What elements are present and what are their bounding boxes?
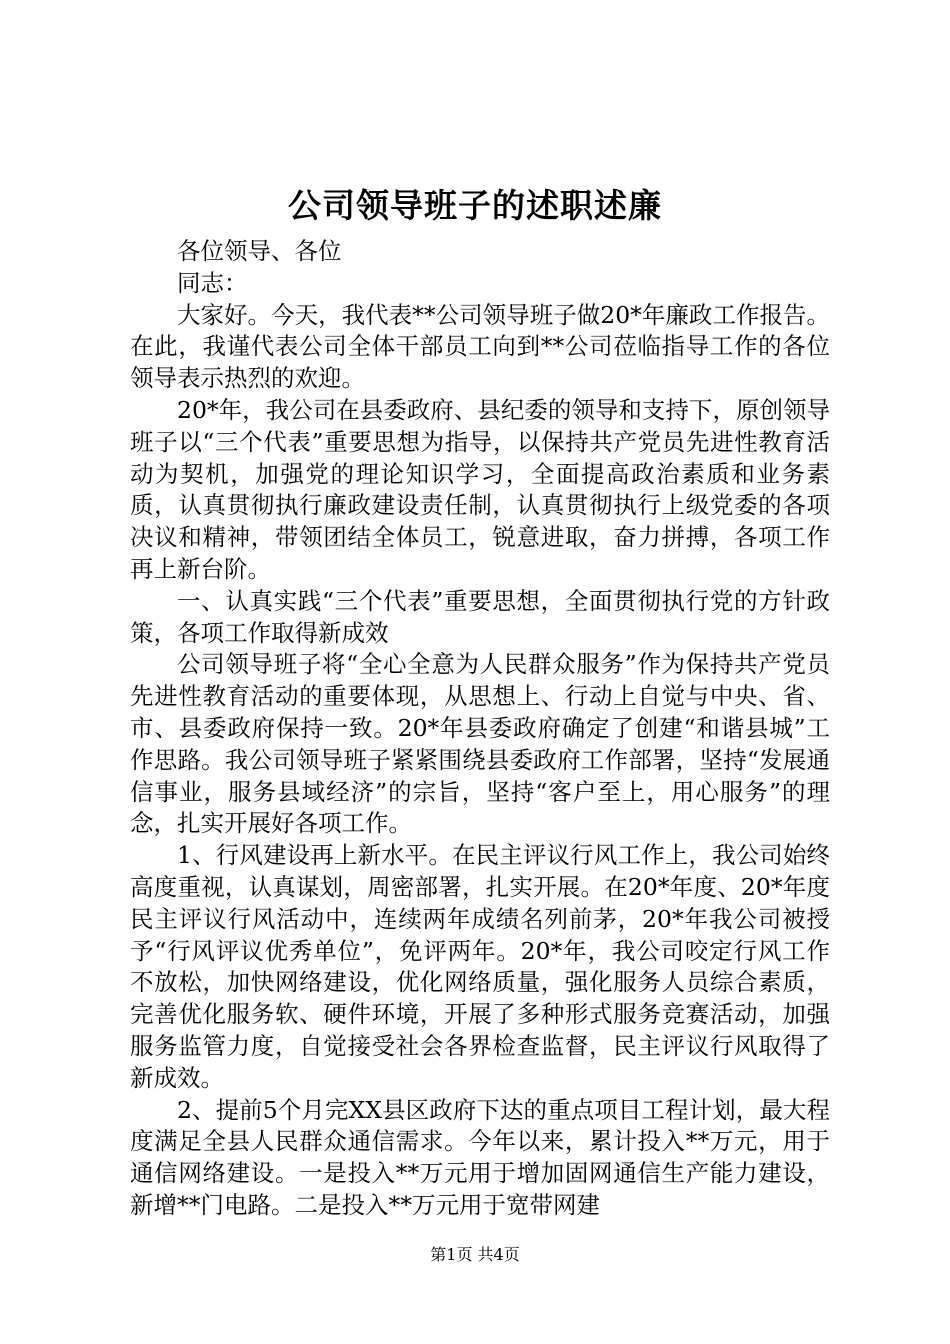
- section-heading-one: 一、认真实践“三个代表”重要思想，全面贯彻执行党的方针政策，各项工作取得新成效: [130, 586, 830, 647]
- paragraph-overview: 20*年，我公司在县委政府、县纪委的领导和支持下，原创领导班子以“三个代表”重要思想为指导，以保持共产党员先进性教育活动为契机，加强党的理论知识学习，全面提高政治素质和业务素质，认真贯彻执行廉政建设责任制，认真贯彻执行上级党委的各项决议和精神，带领团结全体员工，锐意进取，奋力拼搏，各项工作再上新台阶。: [130, 395, 830, 583]
- paragraph-item-2: 2、提前5个月完XX县区政府下达的重点项目工程计划，最大程度满足全县人民群众通信需求。今年以来，累计投入**万元，用于通信网络建设。一是投入**万元用于增加固网通信生产能力建设，新增**门电路。二是投入**万元用于宽带网建: [130, 1095, 830, 1219]
- paragraph-service: 公司领导班子将“全心全意为人民群众服务”作为保持共产党员先进性教育活动的重要体现，从思想上、行动上自觉与中央、省、市、县委政府保持一致。20*年县委政府确定了创建“和谐县城”工作思路。我公司领导班子紧紧围绕县委政府工作部署，坚持“发展通信事业，服务县域经济”的宗旨，坚持“客户至上，用心服务”的理念，扎实开展好各项工作。: [130, 650, 830, 838]
- paragraph-item-1: 1、行风建设再上新水平。在民主评议行风工作上，我公司始终高度重视，认真谋划，周密部署，扎实开展。在20*年度、20*年度民主评议行风活动中，连续两年成绩名列前茅，20*年我公司被授予“行风评议优秀单位”，免评两年。20*年，我公司咬定行风工作不放松，加快网络建设，优化网络质量，强化服务人员综合素质，完善优化服务软、硬件环境，开展了多种形式服务竞赛活动，加强服务监管力度，自觉接受社会各界检查监督，民主评议行风取得了新成效。: [130, 841, 830, 1092]
- document-body: [130, 236, 830, 1222]
- salutation-line-1: 各位领导、各位: [177, 237, 342, 265]
- salutation-line-2: 同志：: [177, 268, 248, 297]
- document-title: 公司领导班子的述职述廉: [288, 186, 662, 225]
- page-number-footer: 第1页 共4页: [430, 1245, 520, 1264]
- paragraph-greeting: 大家好。今天，我代表**公司领导班子做20*年廉政工作报告。在此，我谨代表公司全体干部员工向到**公司莅临指导工作的各位领导表示热烈的欢迎。: [130, 300, 830, 393]
